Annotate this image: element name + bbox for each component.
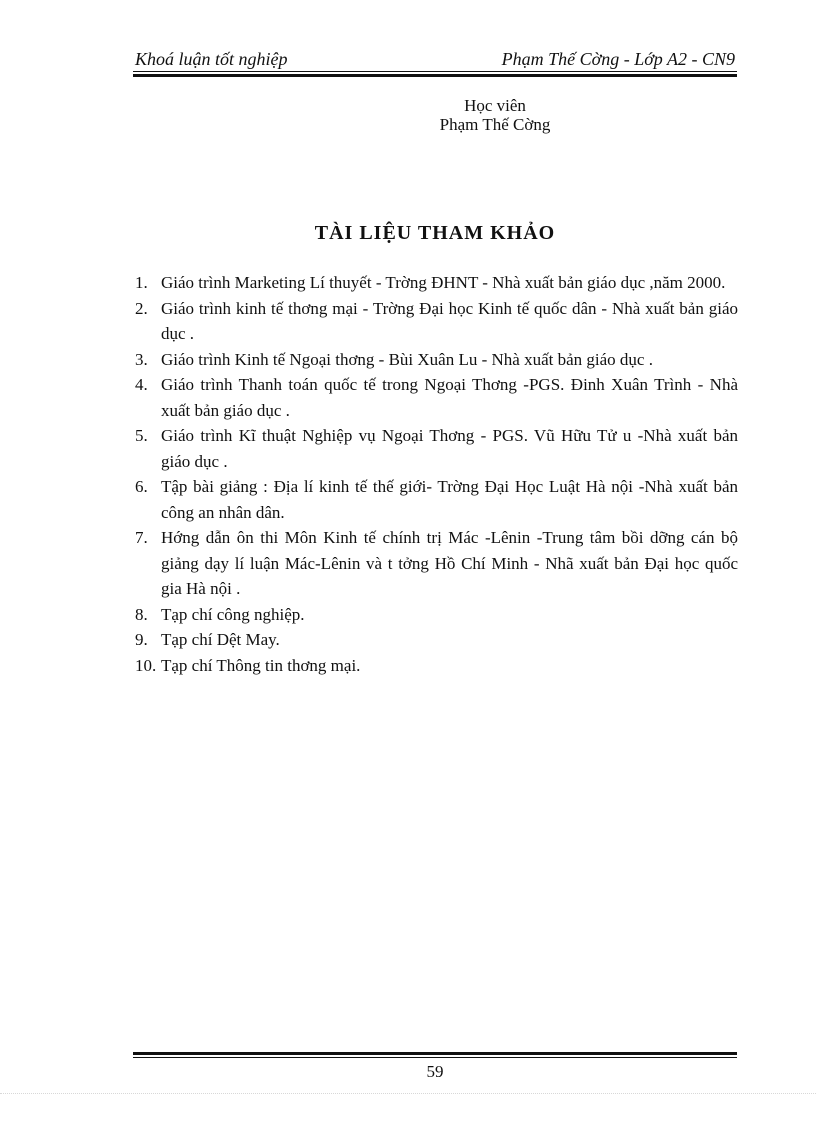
reference-item (133, 270, 738, 296)
reference-number: 1. (135, 273, 148, 292)
reference-item (133, 423, 738, 474)
reference-text: Tập bài giảng : Địa lí kinh tế thế giới- Trờng Đại Học Luật Hà nội -Nhà xuất bản công an nhân dân. (161, 477, 738, 522)
reference-number: 9. (135, 630, 148, 649)
page-title: TÀI LIỆU THAM KHẢO (314, 222, 556, 244)
signature-block (380, 96, 610, 134)
header-right-text: Phạm Thế Cờng - Lớp A2 - CN9 (501, 49, 735, 69)
header-rule-thick (133, 74, 737, 77)
page-number: 59 (426, 1062, 444, 1081)
reference-text: Tạp chí Thông tin thơng mại. (161, 655, 361, 675)
reference-number: 6. (135, 477, 148, 496)
reference-item (133, 474, 738, 525)
reference-text: Tạp chí Dệt May. (161, 630, 280, 649)
reference-number: 3. (135, 349, 148, 369)
reference-text: Giáo trình kinh tế thơng mại - Trờng Đại học Kinh tế quốc dân - Nhà xuất bản giáo dục . (161, 298, 738, 343)
reference-text: Giáo trình Marketing Lí thuyết - Trờng ĐHNT - Nhà xuất bản giáo dục ,năm 2000. (161, 273, 726, 292)
reference-number: 2. (135, 298, 148, 318)
references-list (133, 270, 738, 678)
reference-text: Giáo trình Kinh tế Ngoại thơng - Bùi Xuân Lu - Nhà xuất bản giáo dục . (161, 349, 653, 369)
signature-role: Học viên (464, 96, 526, 115)
page-bottom-divider (0, 1093, 816, 1094)
page-header (133, 48, 737, 70)
reference-number: 4. (135, 375, 148, 394)
reference-text: Hớng dẫn ôn thi Môn Kinh tế chính trị Mác -Lênin -Trung tâm bồi dỡng cán bộ giảng dạy lí luận Mác-Lênin và t tởng Hồ Chí Minh - Nhã xuất bản Đại học quốc gia Hà nội . (161, 528, 738, 598)
footer-rule-thin (133, 1057, 737, 1058)
reference-number: 7. (135, 528, 148, 547)
reference-item (133, 347, 738, 373)
reference-number: 10. (135, 655, 157, 675)
reference-text: Tạp chí công nghiệp. (161, 604, 305, 624)
signature-name: Phạm Thế Cờng (439, 115, 551, 134)
reference-item (133, 602, 738, 628)
footer-rule-thick (133, 1052, 737, 1055)
reference-text: Giáo trình Kĩ thuật Nghiệp vụ Ngoại Thơng - PGS. Vũ Hữu Tử u -Nhà xuất bản giáo dục . (161, 426, 738, 471)
header-rule-thin (133, 71, 737, 72)
reference-item (133, 525, 738, 602)
reference-item (133, 653, 738, 679)
reference-item (133, 627, 738, 653)
reference-number: 8. (135, 604, 148, 624)
header-left-text: Khoá luận tốt nghiệp (135, 49, 288, 69)
reference-text: Giáo trình Thanh toán quốc tế trong Ngoại Thơng -PGS. Đinh Xuân Trình - Nhà xuất bản giáo dục . (161, 375, 738, 420)
reference-item (133, 296, 738, 347)
reference-number: 5. (135, 426, 148, 445)
reference-item (133, 372, 738, 423)
